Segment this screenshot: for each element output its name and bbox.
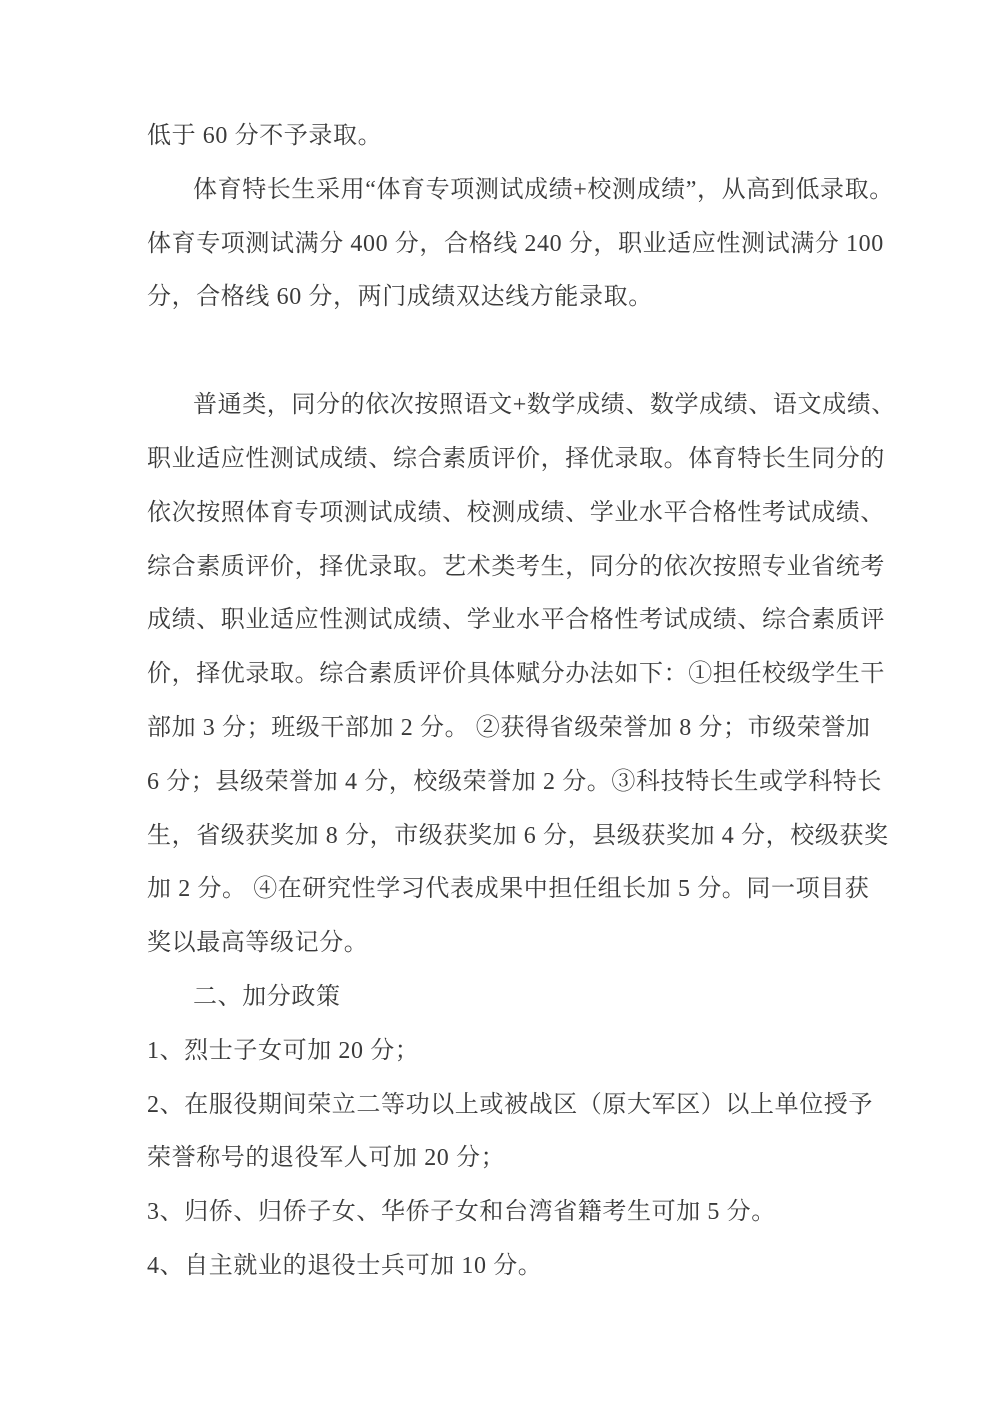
text-line: 奖以最高等级记分。 (147, 930, 369, 957)
paragraph-sports-special-students (147, 164, 894, 325)
list-item-line: 1、烈士子女可加 20 分； (147, 1037, 420, 1064)
list-item-line: 2、在服役期间荣立二等功以上或被战区（原大军区）以上单位授予 (147, 1091, 873, 1118)
blank-line (147, 325, 888, 379)
text-line: 加 2 分。 ④在研究性学习代表成果中担任组长加 5 分。同一项目获 (147, 876, 870, 903)
document-content (147, 110, 896, 1294)
text-line: 价，择优录取。综合素质评价具体赋分办法如下：①担任校级学生干 (147, 661, 885, 688)
list-item-2-veteran-honors (147, 1079, 888, 1187)
list-item-3-overseas-chinese (147, 1186, 888, 1240)
paragraph-min-score-rule (147, 110, 888, 164)
list-item-1-martyr-children (147, 1025, 888, 1079)
heading-bonus-policy (147, 971, 888, 1025)
text-line: 依次按照体育专项测试成绩、校测成绩、学业水平合格性考试成绩、 (147, 499, 885, 526)
list-item-line: 荣誉称号的退役军人可加 20 分； (147, 1145, 506, 1172)
text-line: 体育特长生采用“体育专项测试成绩+校测成绩”，从高到低录取。 (193, 176, 894, 203)
text-line: 低于 60 分不予录取。 (147, 123, 383, 149)
text-line: 6 分；县级荣誉加 4 分，校级荣誉加 2 分。③科技特长生或学科特长 (147, 768, 882, 795)
text-line: 生，省级获奖加 8 分，市级获奖加 6 分，县级获奖加 4 分，校级获奖 (147, 822, 889, 849)
list-item-4-self-employed-veterans (147, 1240, 888, 1294)
text-line: 部加 3 分；班级干部加 2 分。 ②获得省级荣誉加 8 分；市级荣誉加 (147, 714, 871, 741)
text-line: 分，合格线 60 分，两门成绩双达线方能录取。 (147, 284, 653, 311)
list-item-line: 3、归侨、归侨子女、华侨子女和台湾省籍考生可加 5 分。 (147, 1199, 776, 1226)
paragraph-tiebreak-and-quality-scoring (147, 379, 896, 971)
text-line: 体育专项测试满分 400 分，合格线 240 分，职业适应性测试满分 100 (147, 230, 884, 257)
text-line: 普通类，同分的依次按照语文+数学成绩、数学成绩、语文成绩、 (193, 392, 896, 419)
text-line: 职业适应性测试成绩、综合素质评价，择优录取。体育特长生同分的 (147, 445, 885, 472)
list-item-line: 4、自主就业的退役士兵可加 10 分。 (147, 1252, 543, 1279)
text-line: 综合素质评价，择优录取。艺术类考生，同分的依次按照专业省统考 (147, 553, 885, 580)
section-heading: 二、加分政策 (193, 983, 341, 1010)
text-line: 成绩、职业适应性测试成绩、学业水平合格性考试成绩、综合素质评 (147, 607, 885, 634)
